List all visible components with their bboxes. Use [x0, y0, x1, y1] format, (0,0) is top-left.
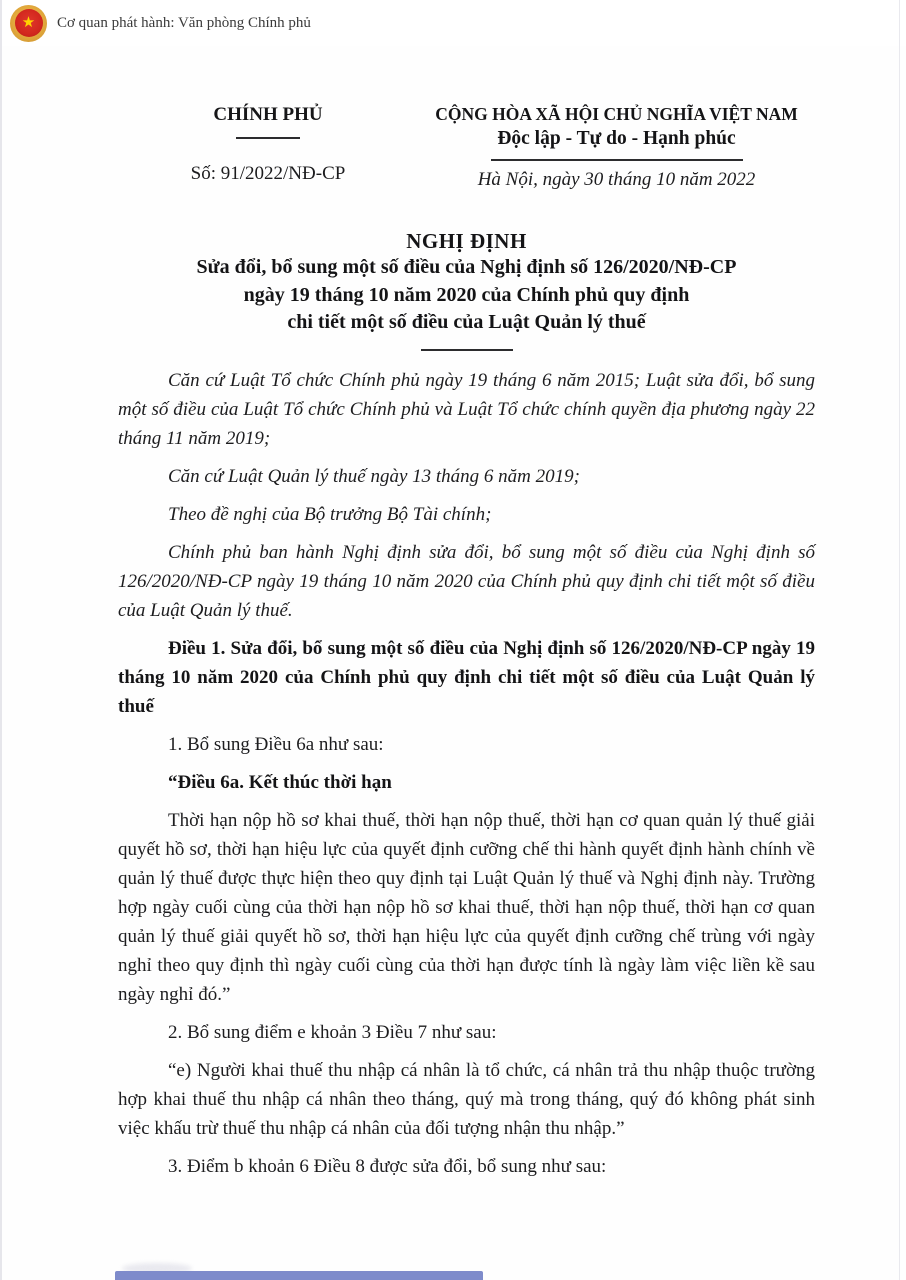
star-icon: ★: [21, 12, 36, 31]
page-left-edge: [0, 0, 2, 1280]
document-number: Số: 91/2022/NĐ-CP: [190, 163, 346, 184]
preamble-basis-2: Căn cứ Luật Quản lý thuế ngày 13 tháng 6 năm 2019;: [168, 465, 580, 487]
horizontal-scrollbar-thumb[interactable]: [115, 1271, 483, 1280]
article-1-heading: Điều 1. Sửa đổi, bổ sung một số điều của Nghị định số 126/2020/NĐ-CP ngày 19 tháng 10 năm 2020 của Chính phủ quy định chi tiết một số điều của Luật Quản lý thuế: [118, 637, 815, 717]
topbar: [0, 0, 906, 46]
emblem-red-disc: [15, 9, 43, 37]
title-underline: [421, 349, 513, 351]
title-line-3: chi tiết một số điều của Luật Quản lý thuế: [287, 311, 646, 333]
title-line-2: ngày 19 tháng 10 năm 2020 của Chính phủ quy định: [243, 283, 690, 306]
article-6a-heading: “Điều 6a. Kết thúc thời hạn: [168, 771, 392, 793]
article-6a-content: Thời hạn nộp hồ sơ khai thuế, thời hạn nộp thuế, thời hạn cơ quan quản lý thuế giải quyết hồ sơ, thời hạn hiệu lực của quyết định cưỡng chế thi hành quyết định hành chính về quản lý thuế được thực hiện theo quy định tại Luật Quản lý thuế và Nghị định này. Trường hợp ngày cuối cùng của thời hạn nộp hồ sơ khai thuế, thời hạn nộp thuế, thời hạn cơ quan quản lý thuế giải quyết hồ sơ, thời hạn hiệu lực của quyết định cưỡng chế trùng với ngày nghỉ theo quy định thì ngày cuối cùng của thời hạn được tính là ngày làm việc liền kề sau ngày nghỉ đó.”: [118, 809, 815, 1005]
national-motto: Độc lập - Tự do - Hạnh phúc: [497, 128, 736, 149]
org-underline: [236, 137, 300, 139]
clause-2: 2. Bổ sung điểm e khoản 3 Điều 7 như sau:: [168, 1021, 497, 1043]
document-page: [0, 46, 906, 1181]
issuing-agency-label: Cơ quan phát hành: Văn phòng Chính phủ: [57, 14, 311, 31]
header-left-column: [118, 104, 418, 191]
point-e-content: “e) Người khai thuế thu nhập cá nhân là tổ chức, cá nhân trả thu nhập thuộc trường hợp khai thuế thu nhập cá nhân theo tháng, quý mà trong tháng, quý đó không phát sinh việc khấu trừ thuế thu nhập cá nhân của đối tượng nhận thu nhập.”: [118, 1059, 815, 1139]
document-body: [118, 366, 815, 1181]
document-title: [118, 229, 815, 351]
vietnam-national-emblem-icon: [10, 5, 47, 42]
clause-1: 1. Bổ sung Điều 6a như sau:: [168, 733, 384, 755]
org-name: CHÍNH PHỦ: [213, 104, 323, 125]
document-type: NGHỊ ĐỊNH: [406, 229, 527, 253]
place-and-date: Hà Nội, ngày 30 tháng 10 năm 2022: [477, 169, 756, 190]
title-line-1: Sửa đổi, bổ sung một số điều của Nghị định số 126/2020/NĐ-CP: [196, 256, 737, 278]
header-right-column: [418, 104, 815, 191]
document-header: [118, 104, 815, 191]
page-right-edge: [899, 0, 900, 1280]
preamble-basis-1: Căn cứ Luật Tổ chức Chính phủ ngày 19 tháng 6 năm 2015; Luật sửa đổi, bổ sung một số điều của Luật Tổ chức Chính phủ và Luật Tổ chức chính quyền địa phương ngày 22 tháng 11 năm 2019;: [118, 369, 815, 449]
motto-underline: [491, 159, 743, 161]
country-name: CỘNG HÒA XÃ HỘI CHỦ NGHĨA VIỆT NAM: [435, 104, 798, 124]
preamble-proposal: Theo đề nghị của Bộ trưởng Bộ Tài chính;: [168, 503, 492, 525]
preamble-enactment: Chính phủ ban hành Nghị định sửa đổi, bổ sung một số điều của Nghị định số 126/2020/NĐ-CP ngày 19 tháng 10 năm 2020 của Chính phủ quy định chi tiết một số điều của Luật Quản lý thuế.: [118, 541, 815, 621]
clause-3: 3. Điểm b khoản 6 Điều 8 được sửa đổi, bổ sung như sau:: [168, 1155, 607, 1177]
